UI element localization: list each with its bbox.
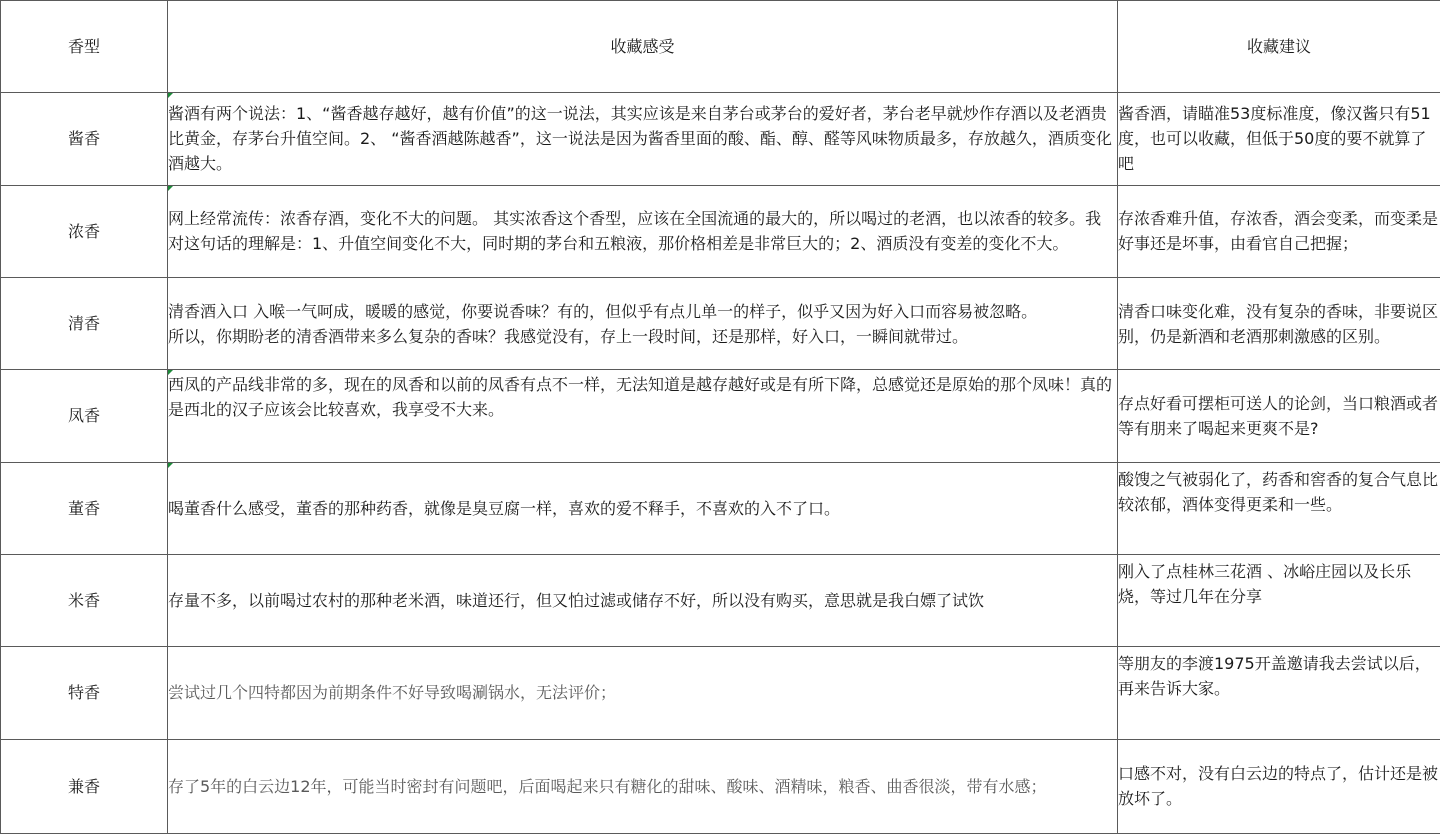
header-feeling[interactable]: 收藏感受	[168, 1, 1118, 93]
type-cell[interactable]: 董香	[1, 462, 168, 554]
feeling-cell[interactable]	[168, 93, 1118, 185]
table-row	[1, 462, 1440, 554]
feeling-text: 尝试过几个四特都因为前期条件不好导致喝涮锅水，无法评价；	[168, 683, 617, 703]
feeling-cell[interactable]	[168, 647, 1118, 739]
cell-comment-marker	[168, 93, 173, 98]
feeling-text: 喝董香什么感受，董香的那种药香，就像是臭豆腐一样，喜欢的爱不释手，不喜欢的入不了口。	[168, 498, 841, 518]
table-row	[1, 93, 1440, 185]
suggestion-cell[interactable]: 等朋友的李渡1975开盖邀请我去尝试以后，再来告诉大家。	[1118, 647, 1440, 739]
suggestion-cell[interactable]: 清香口味变化难，没有复杂的香味，非要说区别，仍是新酒和老酒那刺激感的区别。	[1118, 277, 1440, 369]
suggestion-cell[interactable]: 口感不对，没有白云边的特点了，估计还是被放坏了。	[1118, 739, 1440, 833]
suggestion-cell[interactable]: 刚入了点桂林三花酒 、冰峪庄园以及长乐烧，等过几年在分享	[1118, 554, 1440, 646]
feeling-text: 存了5年的白云边12年，可能当时密封有问题吧，后面喝起来只有糖化的甜味、酸味、酒精味，粮香、曲香很淡，带有水感；	[168, 776, 1047, 796]
feeling-text: 网上经常流传：浓香存酒，变化不大的问题。 其实浓香这个香型，应该在全国流通的最大的，所以喝过的老酒，也以浓香的较多。我对这句话的理解是：1、升值空间变化不大，同时期的茅台和五粮液，那价格相差是非常巨大的；2、酒质没有变差的变化不大。	[168, 209, 1102, 254]
feeling-text: 清香酒入口 入喉一气呵成，暖暖的感觉，你要说香味？有的，但似乎有点儿单一的样子，似乎又因为好入口而容易被忽略。 所以，你期盼老的清香酒带来多么复杂的香味？我感觉没有，存上一段时间，还是那样，好入口，一瞬间就带过。	[168, 301, 1038, 346]
table-row	[1, 370, 1440, 462]
feeling-cell[interactable]	[168, 185, 1118, 277]
suggestion-cell[interactable]: 存浓香难升值，存浓香，酒会变柔，而变柔是好事还是坏事，由看官自己把握；	[1118, 185, 1440, 277]
table-row	[1, 739, 1440, 833]
type-cell[interactable]: 凤香	[1, 370, 168, 462]
feeling-cell[interactable]	[168, 739, 1118, 833]
table-row	[1, 185, 1440, 277]
table-row	[1, 554, 1440, 646]
feeling-text: 西凤的产品线非常的多，现在的凤香和以前的凤香有点不一样，无法知道是越存越好或是有所下降，总感觉还是原始的那个凤味！真的是西北的汉子应该会比较喜欢，我享受不大来。	[168, 375, 1113, 420]
cell-comment-marker	[168, 463, 173, 468]
cell-comment-marker	[168, 370, 173, 375]
feeling-text: 酱酒有两个说法：1、“酱香越存越好，越有价值”的这一说法，其实应该是来自茅台或茅台的爱好者，茅台老早就炒作存酒以及老酒贵比黄金，存茅台升值空间。2、 “酱香酒越陈越香”，这一说法是因为酱香里面的酸、酯、醇、醛等风味物质最多，存放越久，酒质变化酒越大。	[168, 104, 1112, 174]
feeling-text: 存量不多，以前喝过农村的那种老米酒，味道还行，但又怕过滤或储存不好，所以没有购买，意思就是我白嫖了试饮	[168, 591, 985, 611]
type-cell[interactable]: 清香	[1, 277, 168, 369]
header-type[interactable]: 香型	[1, 1, 168, 93]
header-suggestion[interactable]: 收藏建议	[1118, 1, 1440, 93]
table-row	[1, 647, 1440, 739]
feeling-cell[interactable]	[168, 462, 1118, 554]
suggestion-cell[interactable]: 酸馊之气被弱化了，药香和窖香的复合气息比较浓郁，酒体变得更柔和一些。	[1118, 462, 1440, 554]
feeling-cell[interactable]	[168, 554, 1118, 646]
cell-comment-marker	[168, 186, 173, 191]
feeling-cell[interactable]	[168, 370, 1118, 462]
type-cell[interactable]: 米香	[1, 554, 168, 646]
header-row	[1, 1, 1440, 93]
feeling-cell[interactable]	[168, 277, 1118, 369]
suggestion-cell[interactable]: 存点好看可摆柜可送人的论剑，当口粮酒或者等有朋来了喝起来更爽不是?	[1118, 370, 1440, 462]
suggestion-cell[interactable]: 酱香酒，请瞄准53度标准度，像汉酱只有51度，也可以收藏，但低于50度的要不就算了吧	[1118, 93, 1440, 185]
type-cell[interactable]: 浓香	[1, 185, 168, 277]
type-cell[interactable]: 特香	[1, 647, 168, 739]
type-cell[interactable]: 酱香	[1, 93, 168, 185]
type-cell[interactable]: 兼香	[1, 739, 168, 833]
table-row	[1, 277, 1440, 369]
